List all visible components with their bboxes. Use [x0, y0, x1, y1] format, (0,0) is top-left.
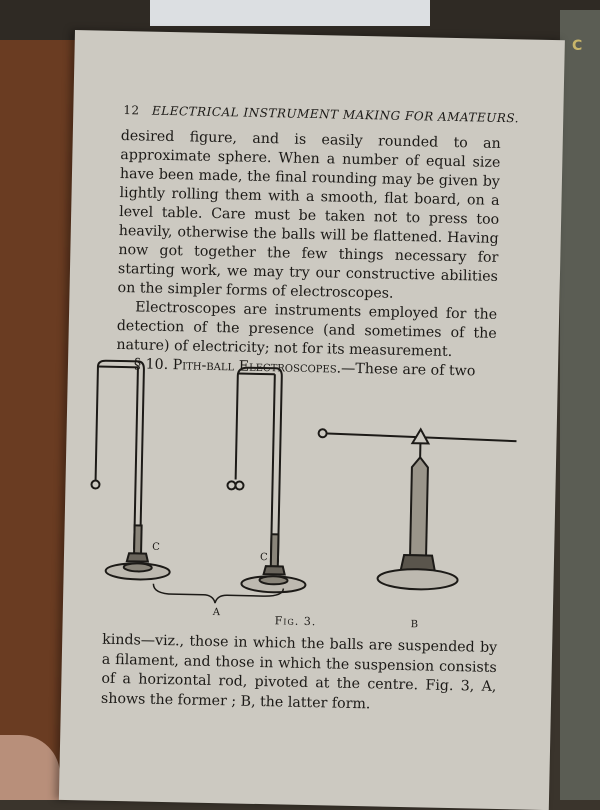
figure-electroscopes	[73, 348, 518, 621]
figure-caption: Fig. 3.	[275, 614, 317, 628]
cover-spine-mark: C	[572, 38, 582, 54]
book-page	[59, 30, 565, 810]
label-b: B	[411, 619, 419, 630]
section-title: Pith-ball Electroscopes.	[173, 357, 342, 377]
electroscope-b	[315, 427, 518, 591]
figure-drawing	[73, 348, 518, 617]
section-number: § 10.	[134, 356, 168, 373]
background-notebook	[150, 0, 430, 26]
book-cover-edge	[560, 10, 600, 800]
running-title: ELECTRICAL INSTRUMENT MAKING FOR AMATEURS.	[152, 104, 519, 126]
label-c1: C	[152, 542, 160, 553]
paragraph-2: Electroscopes are instruments employed for the detection of the presence (and sometimes of the nature) of electricity; not for its measurement.	[116, 298, 497, 363]
label-c2: C	[260, 552, 268, 563]
page-number: 12	[123, 103, 140, 117]
label-a: A	[213, 607, 220, 618]
electroscope-a1	[90, 360, 175, 580]
body-text	[116, 127, 501, 382]
section-lead: —These are of two	[341, 361, 476, 380]
continuation-text: kinds—viz., those in which the balls are suspended by a filament, and those in which the suspension consists of a horizontal rod, pivoted at the centre. Fig. 3, A, shows the former ; B, the latter form.	[101, 631, 498, 717]
paragraph-1: desired figure, and is easily rounded to an approximate sphere. When a number of equal size have been made, the final rounding may be given by lightly rolling them with a smooth, flat board, on a level table. Care must be taken not to press too heavily, otherwise the balls will be flattened. Having now got together the few things necessary for starting work, we may try our constructive abilities on the simpler forms of electroscopes.	[117, 127, 500, 306]
running-header	[123, 103, 543, 126]
